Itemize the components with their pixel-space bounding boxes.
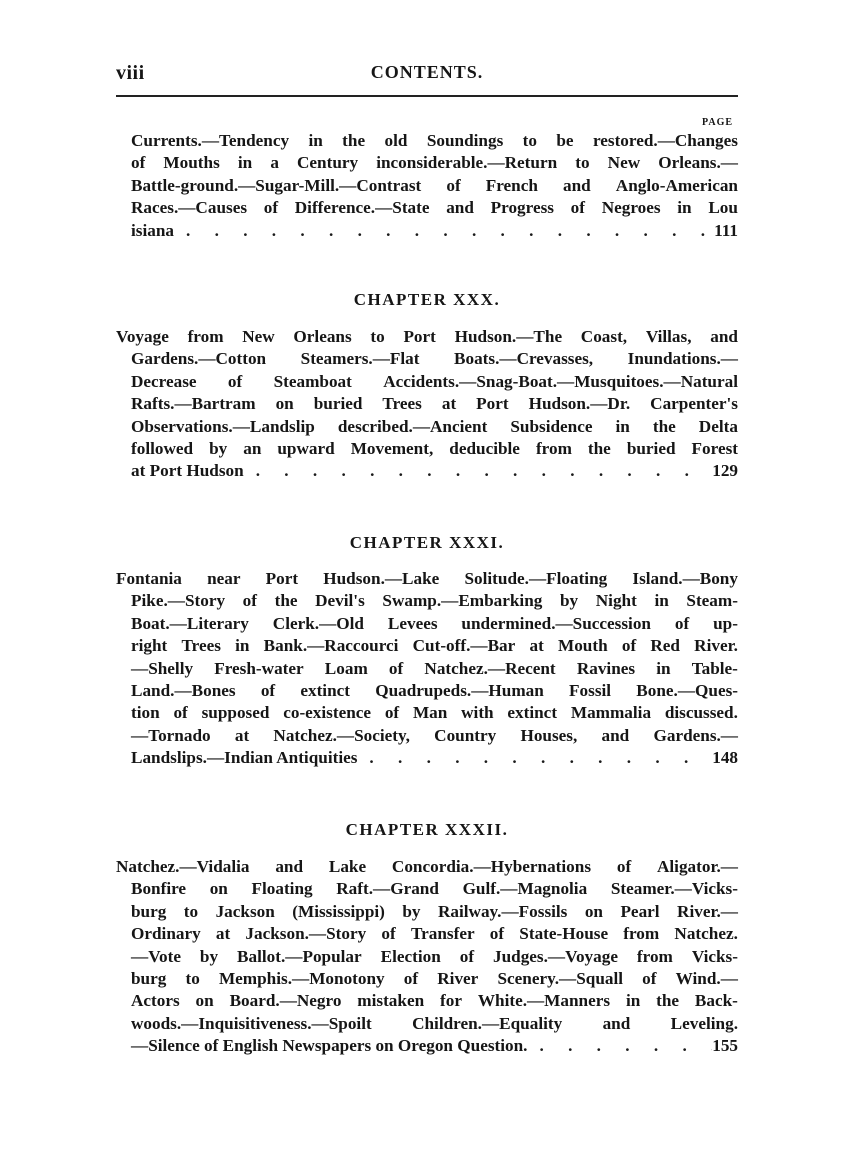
entry-word: with bbox=[461, 703, 494, 723]
entry-word: —Tornado bbox=[131, 725, 211, 745]
entry-word: Steamers.—Flat bbox=[300, 349, 420, 369]
entry-word: and bbox=[563, 175, 591, 195]
entry-word: Delta bbox=[698, 416, 738, 436]
contents-entry-xxxii bbox=[116, 856, 738, 1058]
entry-word: Soundings bbox=[426, 131, 504, 150]
entry-word: Mammalia bbox=[570, 703, 652, 723]
entry-word: Races.—Causes bbox=[131, 198, 248, 218]
entry-word: the bbox=[274, 591, 298, 611]
entry-line bbox=[131, 702, 738, 724]
entry-word: upward bbox=[277, 439, 335, 459]
entry-word: Villas, bbox=[645, 327, 692, 346]
page-title: CONTENTS. bbox=[370, 62, 484, 82]
entry-word: Natchez. bbox=[674, 924, 738, 944]
entry-word: Hudson.—Lake bbox=[323, 569, 440, 588]
entry-word: and bbox=[446, 198, 474, 218]
entry-page-number: 155 bbox=[712, 1036, 738, 1056]
entry-word: Gardens.— bbox=[653, 725, 738, 745]
entry-word: Raft.—Grand bbox=[336, 879, 439, 899]
entry-word: by bbox=[209, 439, 228, 459]
entry-word: Observations.—Landslip bbox=[131, 416, 315, 436]
entry-word: Solitude.—Floating bbox=[464, 569, 608, 588]
dot-leader bbox=[357, 747, 712, 769]
entry-word: Natchez.—Vidalia bbox=[116, 857, 250, 876]
entry-word: of bbox=[446, 175, 461, 195]
entry-line bbox=[131, 175, 738, 197]
entry-word: Subsidence bbox=[510, 416, 593, 436]
entry-word: Coast, bbox=[580, 327, 628, 346]
entry-word: in bbox=[656, 658, 671, 678]
entry-word: on bbox=[209, 879, 228, 899]
entry-word: Accidents.—Snag-Boat.—Musquitoes.—Natural bbox=[383, 371, 738, 391]
entry-line bbox=[131, 1013, 738, 1035]
entry-word: deducible bbox=[449, 439, 520, 459]
entry-word: extinct bbox=[300, 681, 350, 701]
entry-line bbox=[131, 590, 738, 612]
entry-word: Actors bbox=[131, 991, 180, 1011]
entry-word: Night bbox=[595, 591, 637, 611]
entry-word: tion bbox=[131, 703, 160, 723]
entry-word: of bbox=[227, 371, 243, 391]
entry-word: Gardens.—Cotton bbox=[131, 349, 267, 369]
entry-word: of bbox=[131, 153, 146, 173]
entry-word: the bbox=[652, 416, 676, 436]
entry-word: be bbox=[556, 131, 574, 150]
entry-word: Cut-off.—Bar bbox=[412, 636, 516, 656]
entry-word: buried bbox=[313, 394, 363, 414]
entry-word: Anglo-American bbox=[615, 175, 738, 195]
entry-word: right bbox=[131, 636, 168, 656]
entry-word: to bbox=[522, 131, 537, 150]
entry-page-number: 148 bbox=[712, 748, 738, 768]
entry-word: Natchez.—Recent bbox=[424, 658, 556, 678]
entry-word: to bbox=[183, 901, 199, 921]
entry-word: at bbox=[529, 636, 544, 656]
entry-word: Ordinary bbox=[131, 924, 201, 944]
entry-word: burg bbox=[131, 901, 167, 921]
entry-word: Island.—Bony bbox=[632, 569, 738, 588]
entry-word: for bbox=[440, 991, 462, 1011]
entry-line bbox=[131, 416, 738, 438]
dot-leader bbox=[174, 220, 714, 242]
entry-word: of bbox=[388, 658, 404, 678]
entry-word: in bbox=[615, 416, 630, 436]
entry-word: of bbox=[384, 703, 400, 723]
entry-word: Fresh-water bbox=[214, 658, 304, 678]
entry-leader-line bbox=[131, 1035, 738, 1057]
entry-word: co-existence bbox=[283, 703, 372, 723]
entry-word: Memphis.—Monotony bbox=[218, 969, 385, 989]
entry-word: on bbox=[584, 901, 603, 921]
entry-word: inconsiderable.—Return bbox=[376, 153, 558, 173]
entry-word: Forest bbox=[691, 439, 738, 459]
contents-entry-xxxi bbox=[116, 568, 738, 770]
entry-word: Country bbox=[434, 725, 497, 745]
entry-word: Jackson.—Story bbox=[245, 924, 367, 944]
entry-line bbox=[131, 725, 738, 747]
entry-line bbox=[131, 152, 738, 174]
entry-word: and bbox=[601, 725, 630, 745]
entry-word: and bbox=[275, 857, 304, 876]
entry-word: White.—Manners bbox=[477, 991, 611, 1011]
entry-word: old bbox=[384, 131, 408, 150]
entry-last-line-text: isiana bbox=[131, 220, 174, 240]
entry-word: Red bbox=[650, 636, 680, 656]
entry-word: Scenery.—Squall bbox=[497, 969, 624, 989]
entry-word: of bbox=[621, 636, 637, 656]
page-number: viii bbox=[116, 62, 145, 84]
entry-word: Boat.—Literary bbox=[131, 613, 249, 633]
entry-line bbox=[131, 658, 738, 680]
entry-word: Devil's bbox=[315, 591, 365, 611]
entry-word: Election bbox=[380, 946, 441, 966]
entry-word: to bbox=[575, 153, 590, 173]
entry-word: Lou bbox=[708, 198, 738, 218]
entry-word: Quadrupeds.—Human bbox=[375, 681, 544, 701]
entry-word: Houses, bbox=[520, 725, 578, 745]
entry-word: the bbox=[342, 131, 366, 150]
entry-line bbox=[131, 901, 738, 923]
entry-word: Port bbox=[265, 569, 299, 588]
entry-word: New bbox=[242, 327, 275, 346]
entry-line bbox=[116, 326, 738, 348]
entry-word: buried bbox=[626, 439, 676, 459]
entry-word: Pike.—Story bbox=[131, 591, 226, 611]
entry-word: Transfer bbox=[410, 924, 475, 944]
entry-line bbox=[131, 438, 738, 460]
entry-word: (Mississippi) bbox=[292, 901, 385, 921]
entry-word: Decrease bbox=[131, 371, 197, 391]
entry-word: Hudson.—The bbox=[454, 327, 563, 346]
entry-word: Loam bbox=[324, 658, 368, 678]
contents-entry-continued bbox=[131, 130, 738, 242]
entry-word: Aligator.— bbox=[656, 857, 738, 876]
entry-word: Bank.—Raccourci bbox=[263, 636, 399, 656]
entry-word: followed bbox=[131, 439, 194, 459]
entry-line bbox=[116, 568, 738, 590]
entry-word: of bbox=[173, 703, 188, 723]
entry-line bbox=[131, 635, 738, 657]
entry-word: woods.—Inquisitiveness.—Spoilt bbox=[131, 1013, 372, 1033]
entry-word: in bbox=[625, 991, 641, 1011]
entry-word: Inundations.— bbox=[627, 349, 738, 369]
entry-word: by bbox=[559, 591, 579, 611]
entry-word: River bbox=[437, 969, 479, 989]
entry-word: Ballot.—Popular bbox=[237, 946, 362, 966]
entry-word: in bbox=[654, 591, 669, 611]
entry-word: Mouth bbox=[557, 636, 608, 656]
entry-last-line-text: Landslips.—Indian Antiquities bbox=[131, 748, 358, 768]
entry-line bbox=[131, 197, 738, 219]
entry-word: Voyage bbox=[116, 327, 169, 346]
entry-word: Levees bbox=[387, 613, 438, 633]
entry-line bbox=[131, 968, 738, 990]
entry-word: Pearl bbox=[620, 901, 660, 921]
entry-word: by bbox=[199, 946, 219, 966]
entry-leader-line bbox=[131, 747, 738, 769]
entry-word: Natchez.—Society, bbox=[273, 725, 410, 745]
entry-word: River.— bbox=[677, 901, 738, 921]
entry-word: Steam- bbox=[686, 591, 738, 611]
entry-word: and bbox=[710, 327, 738, 346]
entry-word: and bbox=[602, 1013, 631, 1033]
entry-word: Bone.—Ques- bbox=[636, 681, 738, 701]
entry-word: of bbox=[616, 857, 632, 876]
entry-word: Fossil bbox=[569, 681, 612, 701]
entry-word: of bbox=[642, 969, 657, 989]
entry-word: on bbox=[195, 991, 214, 1011]
entry-word: of bbox=[489, 924, 505, 944]
entry-word: Judges.—Voyage bbox=[493, 946, 618, 966]
entry-word: in bbox=[677, 198, 692, 218]
entry-word: Table- bbox=[691, 658, 738, 678]
entry-word: Floating bbox=[251, 879, 313, 899]
entry-word: Negroes bbox=[601, 198, 661, 218]
entry-word: from bbox=[636, 946, 673, 966]
entry-last-line-text: at Port Hudson bbox=[131, 461, 244, 481]
entry-word: —Shelly bbox=[131, 658, 194, 678]
entry-word: up- bbox=[713, 613, 738, 633]
entry-word: Currents.—Tendency bbox=[131, 131, 290, 150]
entry-word: Difference.—State bbox=[294, 198, 430, 218]
dot-leader bbox=[244, 460, 713, 482]
entry-word: a bbox=[270, 153, 279, 173]
entry-word: of bbox=[403, 969, 419, 989]
entry-word: undermined.—Succession bbox=[461, 613, 651, 633]
chapter-heading-xxx: CHAPTER XXX. bbox=[353, 290, 501, 309]
running-head bbox=[116, 62, 738, 92]
entry-word: burg bbox=[131, 969, 167, 989]
entry-word: Vicks- bbox=[691, 946, 738, 966]
page-column-label: PAGE bbox=[702, 117, 734, 128]
entry-word: Steamer.—Vicks- bbox=[610, 879, 738, 899]
entry-word: to bbox=[370, 327, 385, 346]
entry-word: Fontania bbox=[116, 569, 182, 588]
entry-line bbox=[131, 130, 738, 152]
entry-word: Ravines bbox=[576, 658, 636, 678]
entry-word: an bbox=[243, 439, 262, 459]
entry-line bbox=[131, 393, 738, 415]
entry-word: Swamp.—Embarking bbox=[382, 591, 543, 611]
entry-page-number: 111 bbox=[714, 220, 738, 240]
entry-word: at bbox=[215, 924, 231, 944]
entry-line bbox=[131, 878, 738, 900]
contents-entry-xxx bbox=[116, 326, 738, 483]
entry-word: French bbox=[485, 175, 538, 195]
entry-leader-line bbox=[131, 220, 738, 242]
entry-word: Mouths bbox=[163, 153, 220, 173]
entry-last-line-text: —Silence of English Newspapers on Oregon Question. bbox=[131, 1036, 528, 1056]
dot-leader bbox=[527, 1035, 712, 1057]
entry-word: to bbox=[185, 969, 200, 989]
entry-word: Clerk.—Old bbox=[272, 613, 364, 633]
entry-word: Century bbox=[297, 153, 359, 173]
entry-word: Lake bbox=[328, 857, 367, 876]
entry-page-number: 129 bbox=[712, 461, 738, 481]
entry-word: near bbox=[207, 569, 241, 588]
entry-word: extinct bbox=[507, 703, 558, 723]
entry-word: Port bbox=[403, 327, 436, 346]
entry-word: State-House bbox=[519, 924, 609, 944]
entry-word: Concordia.—Hybernations bbox=[391, 857, 592, 876]
entry-word: Trees bbox=[382, 394, 422, 414]
entry-word: in bbox=[235, 636, 250, 656]
entry-word: mistaken bbox=[357, 991, 425, 1011]
entry-word: Jackson bbox=[215, 901, 275, 921]
entry-line bbox=[131, 923, 738, 945]
entry-word: New bbox=[607, 153, 641, 173]
entry-word: by bbox=[402, 901, 421, 921]
entry-word: Carpenter's bbox=[650, 394, 738, 414]
entry-word: Bonfire bbox=[131, 879, 187, 899]
entry-line bbox=[131, 371, 738, 393]
entry-word: from bbox=[535, 439, 572, 459]
entry-word: of bbox=[459, 946, 475, 966]
entry-word: of bbox=[242, 591, 257, 611]
entry-word: at bbox=[234, 725, 250, 745]
entry-word: Land.—Bones bbox=[131, 681, 236, 701]
entry-word: the bbox=[656, 991, 680, 1011]
entry-word: Railway.—Fossils bbox=[437, 901, 568, 921]
entry-word: Port bbox=[476, 394, 509, 414]
entry-word: Leveling. bbox=[670, 1013, 738, 1033]
entry-line bbox=[131, 348, 738, 370]
chapter-heading-xxxi: CHAPTER XXXI. bbox=[349, 533, 505, 552]
entry-word: of bbox=[263, 198, 279, 218]
entry-word: Orleans bbox=[293, 327, 352, 346]
entry-word: of bbox=[381, 924, 396, 944]
entry-word: Back- bbox=[694, 991, 738, 1011]
entry-word: of bbox=[674, 613, 690, 633]
entry-word: Gulf.—Magnolia bbox=[462, 879, 588, 899]
entry-word: Boats.—Crevasses, bbox=[454, 349, 594, 369]
entry-word: Movement, bbox=[350, 439, 434, 459]
entry-word: Steamboat bbox=[273, 371, 352, 391]
entry-word: Orleans.— bbox=[658, 153, 738, 173]
entry-word: River. bbox=[694, 636, 738, 656]
entry-line bbox=[131, 680, 738, 702]
entry-word: Children.—Equality bbox=[412, 1013, 563, 1033]
entry-line bbox=[116, 856, 738, 878]
entry-word: described.—Ancient bbox=[337, 416, 488, 436]
entry-word: Man bbox=[412, 703, 448, 723]
entry-leader-line bbox=[131, 460, 738, 482]
entry-word: in bbox=[237, 153, 253, 173]
entry-line bbox=[131, 613, 738, 635]
entry-word: —Vote bbox=[131, 946, 181, 966]
entry-word: Rafts.—Bartram bbox=[131, 394, 256, 414]
entry-word: in bbox=[308, 131, 323, 150]
entry-word: of bbox=[260, 681, 276, 701]
entry-word: at bbox=[441, 394, 457, 414]
chapter-heading-xxxii: CHAPTER XXXII. bbox=[345, 820, 509, 839]
header-rule bbox=[116, 95, 738, 97]
entry-word: discussed. bbox=[664, 703, 738, 723]
entry-word: Trees bbox=[181, 636, 221, 656]
entry-word: supposed bbox=[201, 703, 270, 723]
entry-word: Hudson.—Dr. bbox=[528, 394, 631, 414]
entry-word: Battle-ground.—Sugar-Mill.—Contrast bbox=[131, 175, 422, 195]
entry-word: on bbox=[275, 394, 294, 414]
entry-word: from bbox=[623, 924, 660, 944]
entry-word: of bbox=[570, 198, 585, 218]
entry-line bbox=[131, 990, 738, 1012]
entry-word: restored.—Changes bbox=[592, 131, 738, 150]
entry-word: the bbox=[587, 439, 611, 459]
entry-word: Wind.— bbox=[675, 969, 738, 989]
entry-line bbox=[131, 946, 738, 968]
entry-word: from bbox=[187, 327, 224, 346]
entry-word: Progress bbox=[490, 198, 554, 218]
entry-word: Board.—Negro bbox=[229, 991, 342, 1011]
